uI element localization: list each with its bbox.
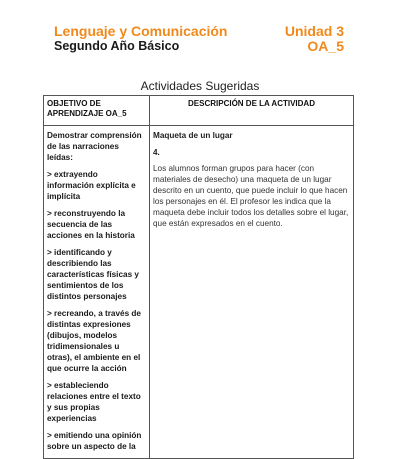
table-row (44, 126, 354, 459)
section-title: Actividades Sugeridas (140, 79, 260, 93)
objective-item: Demostrar comprensión de las narraciones leídas: (47, 131, 142, 162)
subject-title: Lenguaje y Comunicación (54, 23, 228, 39)
objective-item: > identificando y describiendo las características físicas y sentimientos de los distintos personajes (47, 248, 139, 301)
objective-item: > emitiendo una opinión sobre un aspecto de la (47, 431, 142, 451)
grade-subtitle: Segundo Año Básico (54, 39, 180, 53)
unit-label: Unidad 3 (284, 23, 344, 39)
activities-table (43, 95, 354, 459)
activity-title: Maqueta de un lugar (153, 131, 233, 140)
activity-cell (150, 126, 354, 459)
oa-label: OA_5 (307, 38, 344, 54)
activity-number: 4. (153, 148, 160, 157)
activity-description: Los alumnos forman grupos para hacer (con materiales de desecho) una maqueta de un lugar descrito en un cuento, que puede incluir lo que hacen los personajes en él. El profesor les indica que la maqueta debe incluir todos los detalles sobre el lugar, que están expresados en el cuento. (153, 164, 349, 228)
header-right (285, 24, 344, 54)
table-header-row (44, 96, 354, 126)
description-column-header: DESCRIPCIÓN DE LA ACTIVIDAD (150, 96, 354, 126)
header-left (54, 24, 227, 54)
objective-item: > recreando, a través de distintas expresiones (dibujos, modelos tridimensionales u otras), el ambiente en el que ocurre la acción (47, 309, 141, 373)
objective-item: > extrayendo información explícita e implícita (47, 170, 136, 201)
objective-item: > reconstruyendo la secuencia de las acciones en la historia (47, 209, 135, 240)
objectives-cell (44, 126, 150, 459)
objective-item: > estableciendo relaciones entre el texto y sus propias experiencias (47, 381, 141, 423)
objective-column-header: OBJETIVO DE APRENDIZAJE OA_5 (44, 96, 150, 126)
